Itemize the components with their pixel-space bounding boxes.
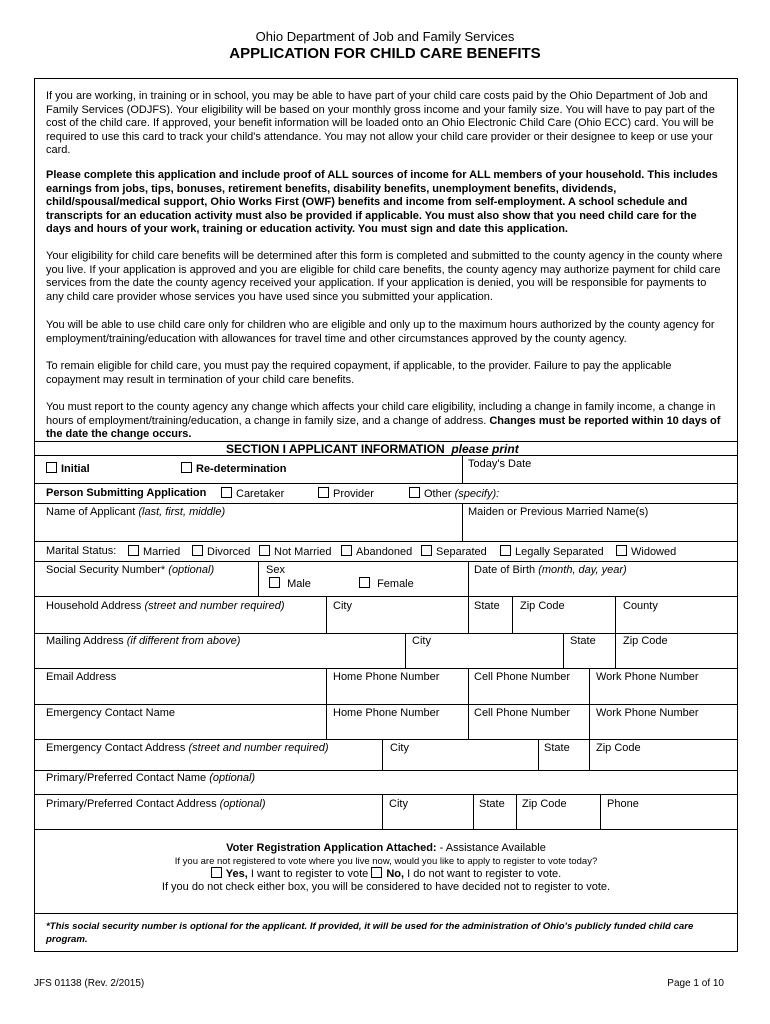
form-title: APPLICATION FOR CHILD CARE BENEFITS (229, 45, 541, 62)
emergency-home-phone-field[interactable]: Home Phone Number (333, 707, 440, 719)
mailing-zip-field[interactable]: Zip Code (623, 635, 668, 647)
marital-not-married[interactable]: Not Married (259, 545, 331, 558)
married-checkbox[interactable] (128, 545, 139, 556)
emergency-address-field[interactable]: Emergency Contact Address (street and number required) (46, 742, 329, 754)
marital-status-label: Marital Status: (46, 545, 117, 557)
mailing-state-field[interactable]: State (570, 635, 596, 647)
intro-paragraph-5: To remain eligible for child care, you must pay the required copayment, if applicable, to the provider. Failure to pay the applicable copayment may result in termination of your child care benefits. (46, 360, 672, 386)
marital-widowed[interactable]: Widowed (616, 545, 676, 558)
sex-male[interactable]: Male (269, 577, 311, 590)
mailing-city-field[interactable]: City (412, 635, 431, 647)
household-county-field[interactable]: County (623, 600, 658, 612)
intro-paragraph-4: You will be able to use child care only for children who are eligible and only up to the maximum hours authorized by the county agency for employment/training/education with allowances for travel time and other circumstances approved by the county agency. (46, 319, 715, 345)
marital-separated[interactable]: Separated (421, 545, 487, 558)
sex-label: Sex (266, 564, 285, 576)
agency-name: Ohio Department of Job and Family Services (255, 29, 515, 44)
separated-checkbox[interactable] (421, 545, 432, 556)
initial-checkbox[interactable] (46, 462, 57, 473)
female-checkbox[interactable] (359, 577, 370, 588)
initial-option[interactable]: Initial (46, 462, 90, 475)
marital-married[interactable]: Married (128, 545, 180, 558)
change-deadline-text: Changes must be reported within 10 days of the date the change occurs. (46, 414, 721, 441)
redetermination-checkbox[interactable] (181, 462, 192, 473)
intro-paragraph-6 (46, 401, 724, 442)
redetermination-option[interactable]: Re-determination (181, 462, 286, 475)
provider-option[interactable]: Provider (318, 487, 374, 500)
applicant-name-field[interactable]: Name of Applicant (last, first, middle) (46, 506, 226, 518)
email-field[interactable]: Email Address (46, 671, 117, 683)
abandoned-checkbox[interactable] (341, 545, 352, 556)
household-zip-field[interactable]: Zip Code (520, 600, 565, 612)
primary-state-field[interactable]: State (479, 798, 505, 810)
person-submitting-label: Person Submitting Application (46, 487, 207, 499)
voter-yes-checkbox[interactable] (211, 867, 222, 878)
emergency-zip-field[interactable]: Zip Code (596, 742, 641, 754)
widowed-checkbox[interactable] (616, 545, 627, 556)
voter-note: If you do not check either box, you will be considered to have decided not to register to vote. (161, 881, 611, 893)
caretaker-checkbox[interactable] (221, 487, 232, 498)
household-city-field[interactable]: City (333, 600, 352, 612)
primary-contact-name-field[interactable]: Primary/Preferred Contact Name (optional) (46, 772, 256, 784)
household-address-field[interactable]: Household Address (street and number required) (46, 600, 285, 612)
mailing-address-field[interactable]: Mailing Address (if different from above) (46, 635, 241, 647)
section-title: SECTION I APPLICANT INFORMATION please print (226, 442, 519, 456)
marital-legally-separated[interactable]: Legally Separated (500, 545, 604, 558)
household-state-field[interactable]: State (474, 600, 500, 612)
not-married-checkbox[interactable] (259, 545, 270, 556)
work-phone-field[interactable]: Work Phone Number (596, 671, 699, 683)
form-id: JFS 01138 (Rev. 2/2015) (34, 978, 145, 989)
emergency-city-field[interactable]: City (390, 742, 409, 754)
intro-paragraph-1: If you are working, in training or in school, you may be able to have part of your child care costs paid by the Ohio Department of Job and Family Services (ODJFS). Your eligibility will be based on your monthly gross income and your family size. You will have to pay part of the cost of the child care. If approved, your benefit information will be loaded onto an Ohio Electronic Child Care (Ohio ECC) card. You will be required to use this card to track your child's attendance. You may not allow your child care provider or their designee to keep or use your card. (46, 90, 715, 157)
other-option[interactable]: Other (specify): (409, 487, 499, 500)
emergency-cell-phone-field[interactable]: Cell Phone Number (474, 707, 570, 719)
sex-female[interactable]: Female (359, 577, 414, 590)
male-checkbox[interactable] (269, 577, 280, 588)
primary-city-field[interactable]: City (389, 798, 408, 810)
other-checkbox[interactable] (409, 487, 420, 498)
intro-paragraph-3: Your eligibility for child care benefits will be determined after this form is completed and submitted to the county agency in the county where you live. If your application is approved and you are eligible for child care benefits, the county agency may authorize payment for child care services from the date the county agency received your application. If your application is denied, you will be responsible for payments to any child care provider whose services you have used since you submitted your application. (46, 250, 723, 303)
primary-phone-field[interactable]: Phone (607, 798, 639, 810)
emergency-name-field[interactable]: Emergency Contact Name (46, 707, 175, 719)
legally-separated-checkbox[interactable] (500, 545, 511, 556)
caretaker-option[interactable]: Caretaker (221, 487, 284, 500)
dob-field[interactable]: Date of Birth (month, day, year) (474, 564, 627, 576)
emergency-work-phone-field[interactable]: Work Phone Number (596, 707, 699, 719)
ssn-field[interactable]: Social Security Number* (optional) (46, 564, 215, 576)
voter-no-checkbox[interactable] (371, 867, 382, 878)
maiden-name-field[interactable]: Maiden or Previous Married Name(s) (468, 506, 649, 518)
divorced-checkbox[interactable] (192, 545, 203, 556)
change-report-text: You must report to the county agency any change which affects your child care eligibility, including a change in family income, a change in hours of employment/training/education, a change in family size, and a change of address. (46, 401, 716, 427)
cell-phone-field[interactable]: Cell Phone Number (474, 671, 570, 683)
provider-checkbox[interactable] (318, 487, 329, 498)
primary-zip-field[interactable]: Zip Code (522, 798, 567, 810)
ssn-footnote: *This social security number is optional for the applicant. If provided, it will be used for the administration of Ohio's publicly funded child care program. (46, 921, 694, 945)
page-number: Page 1 of 10 (667, 978, 724, 989)
intro-paragraph-2: Please complete this application and include proof of ALL sources of income for ALL members of your household. This includes earnings from jobs, tips, bonuses, retirement benefits, disability benefits, unemployment benefits, dividends, child/spousal/medical support, Ohio Works First (OWF) benefits and income from self-employment. A school schedule and transcripts for an education activity must also be provided if applicable. You must also show that you need child care for the days and hours of your work, training or education activity. You must sign and date this application. (46, 169, 718, 236)
voter-choice-row: Yes, I want to register to vote No, I do not want to register to vote. (34, 867, 738, 880)
emergency-state-field[interactable]: State (544, 742, 570, 754)
home-phone-field[interactable]: Home Phone Number (333, 671, 440, 683)
voter-registration-title: Voter Registration Application Attached: - Assistance Available (226, 842, 546, 854)
primary-contact-address-field[interactable]: Primary/Preferred Contact Address (optional) (46, 798, 266, 810)
todays-date-field[interactable]: Today's Date (468, 458, 532, 470)
voter-question: If you are not registered to vote where you live now, would you like to apply to register to vote today? (174, 856, 598, 867)
marital-abandoned[interactable]: Abandoned (341, 545, 412, 558)
marital-divorced[interactable]: Divorced (192, 545, 250, 558)
